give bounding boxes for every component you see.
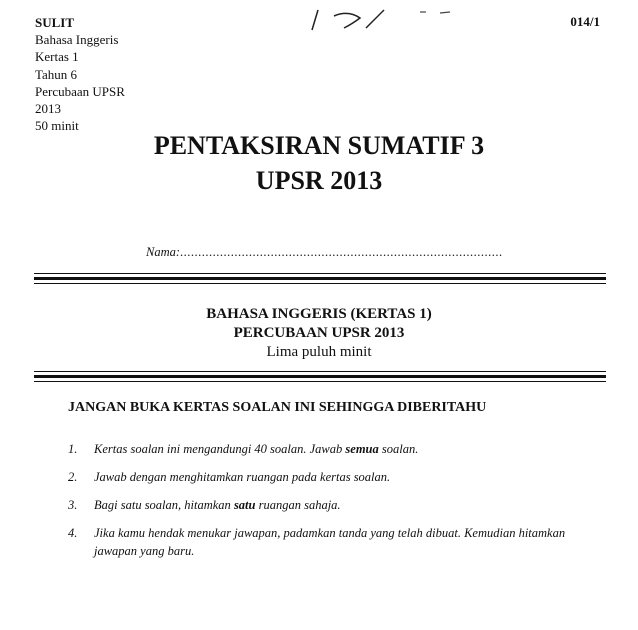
divider — [34, 277, 606, 280]
handwritten-scribble — [300, 6, 490, 34]
divider — [34, 283, 606, 284]
divider — [34, 273, 606, 274]
instruction-number: 4. — [68, 526, 78, 540]
page-subtitle: UPSR 2013 — [255, 166, 383, 195]
instruction-text: soalan. — [378, 442, 419, 456]
instruction-item — [68, 468, 588, 486]
instruction-text: Bagi satu soalan, hitamkan — [94, 498, 234, 512]
instruction-emphasis: satu — [233, 498, 256, 512]
instruction-text: Kertas soalan ini mengandungi 40 soalan. Jawab — [94, 442, 346, 456]
instruction-item — [68, 440, 588, 458]
instruction-text: Jawab dengan menghitamkan ruangan pada kertas soalan. — [94, 470, 391, 484]
paper-code: 014/1 — [570, 14, 600, 29]
instruction-text: ruangan sahaja. — [255, 498, 341, 512]
subject-label: Bahasa Inggeris — [35, 32, 119, 48]
name-field[interactable] — [146, 245, 503, 260]
warning-notice: JANGAN BUKA KERTAS SOALAN INI SEHINGGA DIBERITAHU — [68, 400, 487, 415]
name-field-dots: ......................................................................................... — [180, 245, 503, 259]
exam-label: Percubaan UPSR — [35, 83, 125, 99]
name-field-label: Nama: — [146, 245, 181, 259]
year-label: 2013 — [35, 101, 61, 117]
header-info — [35, 14, 125, 134]
instruction-emphasis: semua — [345, 442, 379, 456]
instruction-text: Jika kamu hendak menukar jawapan, padamkan tanda yang telah dibuat. Kemudian hitamkan jawapan yang baru. — [94, 526, 566, 558]
instruction-item — [68, 524, 588, 560]
classification-label: SULIT — [35, 15, 75, 30]
divider — [34, 375, 606, 378]
section-duration: Lima puluh minit — [266, 344, 372, 360]
year-level-label: Tahun 6 — [35, 66, 78, 82]
duration-label: 50 minit — [35, 118, 79, 134]
divider — [34, 371, 606, 372]
instruction-number: 2. — [68, 470, 78, 484]
section-subject: BAHASA INGGERIS (KERTAS 1) — [206, 306, 432, 322]
instruction-number: 1. — [68, 442, 78, 456]
page-title: PENTAKSIRAN SUMATIF 3 — [153, 131, 485, 160]
paper-label: Kertas 1 — [35, 49, 79, 65]
divider — [34, 381, 606, 382]
section-exam: PERCUBAAN UPSR 2013 — [233, 325, 405, 341]
instruction-number: 3. — [68, 498, 78, 512]
instruction-item — [68, 496, 588, 514]
